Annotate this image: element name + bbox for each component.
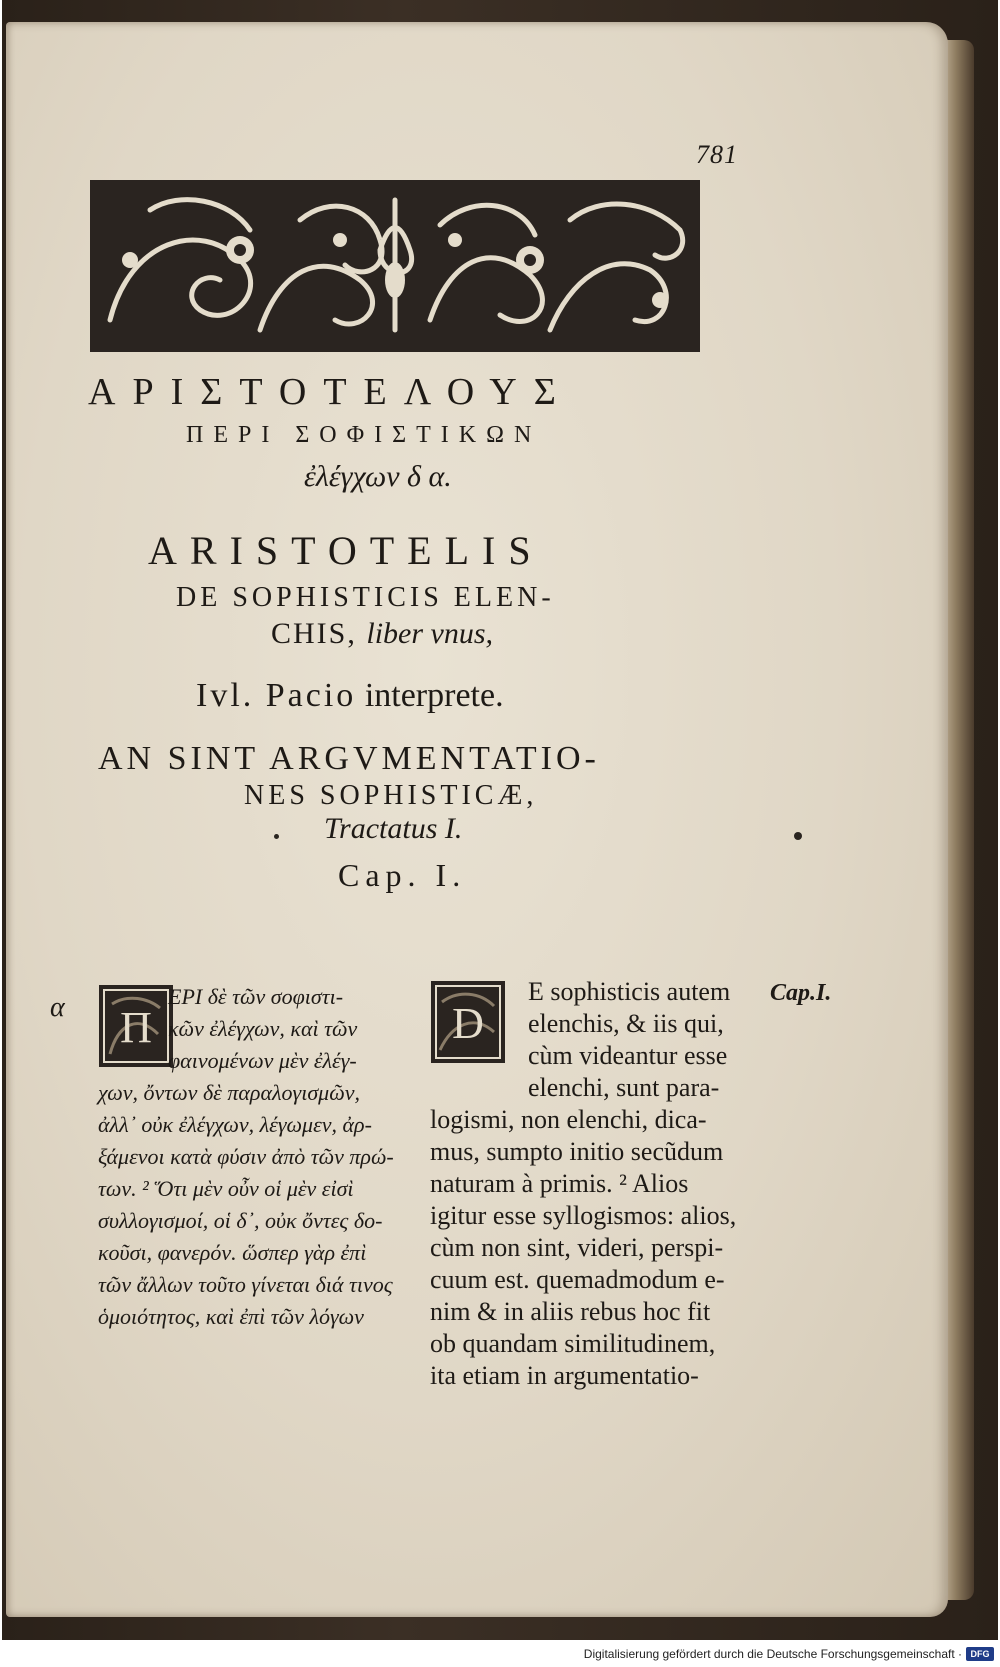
latin-title: ARISTOTELIS [148, 528, 544, 573]
tractatus-label: Tractatus I. [324, 812, 463, 845]
greek-line: τῶν ἄλλων τοῦτο γίνεται διά τινος [98, 1272, 393, 1297]
latin-subtitle-2-italic: liber vnus, [366, 617, 494, 650]
margin-note-right: Cap.I. [770, 980, 832, 1006]
latin-line: ob quandam similitudinem, [430, 1329, 716, 1358]
greek-line: ὁμοιότητος, καὶ ἐπὶ τῶν λόγων [98, 1304, 364, 1329]
greek-dropcap [98, 984, 174, 1068]
latin-subtitle-2 [271, 617, 493, 651]
section-heading-line-1: AN SINT ARGVMENTATIO- [98, 740, 600, 777]
greek-line: ἀλλ᾽ οὐκ ἐλέγχων, λέγωμεν, ἀρ- [98, 1112, 372, 1137]
latin-line: elenchis, & iis qui, [528, 1009, 724, 1038]
latin-dropcap [430, 980, 506, 1064]
latin-line: cùm non sint, videri, perspi- [430, 1233, 724, 1262]
greek-subtitle: ΠΕΡΙ ΣΟΦΙΣΤΙΚΩΝ [186, 422, 542, 448]
latin-line: mus, sumpto initio secũdum [430, 1137, 724, 1166]
interpreter-line [196, 677, 504, 715]
page-edge [944, 40, 974, 1600]
greek-line: κοῦσι, φανερόν. ὥσπερ γὰρ ἐπὶ [98, 1240, 367, 1265]
greek-line: συλλογισμοί, οἱ δ᾽, οὐκ ὄντες δο- [98, 1208, 383, 1233]
dfg-logo: DFG [966, 1647, 994, 1661]
chapter-heading: Cap. I. [338, 857, 467, 893]
greek-title: ΑΡΙΣΤΟΤΕΛΟΥΣ [88, 371, 573, 413]
latin-line: elenchi, sunt para- [528, 1073, 720, 1102]
latin-line: logismi, non elenchi, dica- [430, 1105, 707, 1134]
section-heading-line-2: NES SOPHISTICÆ, [244, 780, 538, 811]
latin-line: E sophisticis autem [528, 977, 731, 1006]
footer-bar [0, 1644, 1000, 1667]
interpreter-name: Ivl. Pacio [196, 677, 357, 714]
latin-line: nim & in aliis rebus hoc fit [430, 1297, 711, 1326]
ink-speck [794, 832, 802, 840]
latin-dropcap-letter: D [452, 999, 484, 1048]
latin-line: ita etiam in argumentatio- [430, 1361, 699, 1390]
greek-line: των. ² Ὅτι μὲν οὖν οἱ μὲν εἰσὶ [98, 1176, 354, 1201]
footer-credit: Digitalisierung gefördert durch die Deutsche Forschungsgemeinschaft · [583, 1647, 962, 1661]
greek-subtitle-2: ἐλέγχων δ α. [304, 460, 452, 493]
greek-line: κῶν ἐλέγχων, καὶ τῶν [168, 1016, 358, 1041]
latin-line: igitur esse syllogismos: alios, [430, 1201, 737, 1230]
latin-line: cùm videantur esse [528, 1041, 728, 1070]
greek-line: χων, ὄντων δὲ παραλογισμῶν, [98, 1080, 361, 1105]
page-number: 781 [696, 140, 738, 169]
greek-line: ξάμενοι κατὰ φύσιν ἀπὸ τῶν πρώ- [98, 1144, 394, 1169]
greek-line: ΕΡΙ δὲ τῶν σοφιστι- [168, 984, 344, 1009]
ink-speck [274, 834, 279, 839]
interpreter-label: interprete. [364, 677, 504, 714]
latin-subtitle-2-caps: CHIS, [271, 617, 357, 650]
headpiece-ornament [90, 180, 700, 352]
greek-dropcap-letter: Π [120, 1003, 152, 1052]
latin-line: cuum est. quemadmodum e- [430, 1265, 725, 1294]
latin-subtitle-1: DE SOPHISTICIS ELEN- [176, 582, 555, 613]
latin-line: naturam à primis. ² Alios [430, 1169, 689, 1198]
margin-note-left: α [50, 992, 65, 1023]
book-page [6, 22, 948, 1617]
greek-line: φαινομένων μὲν ἐλέγ- [168, 1048, 357, 1073]
